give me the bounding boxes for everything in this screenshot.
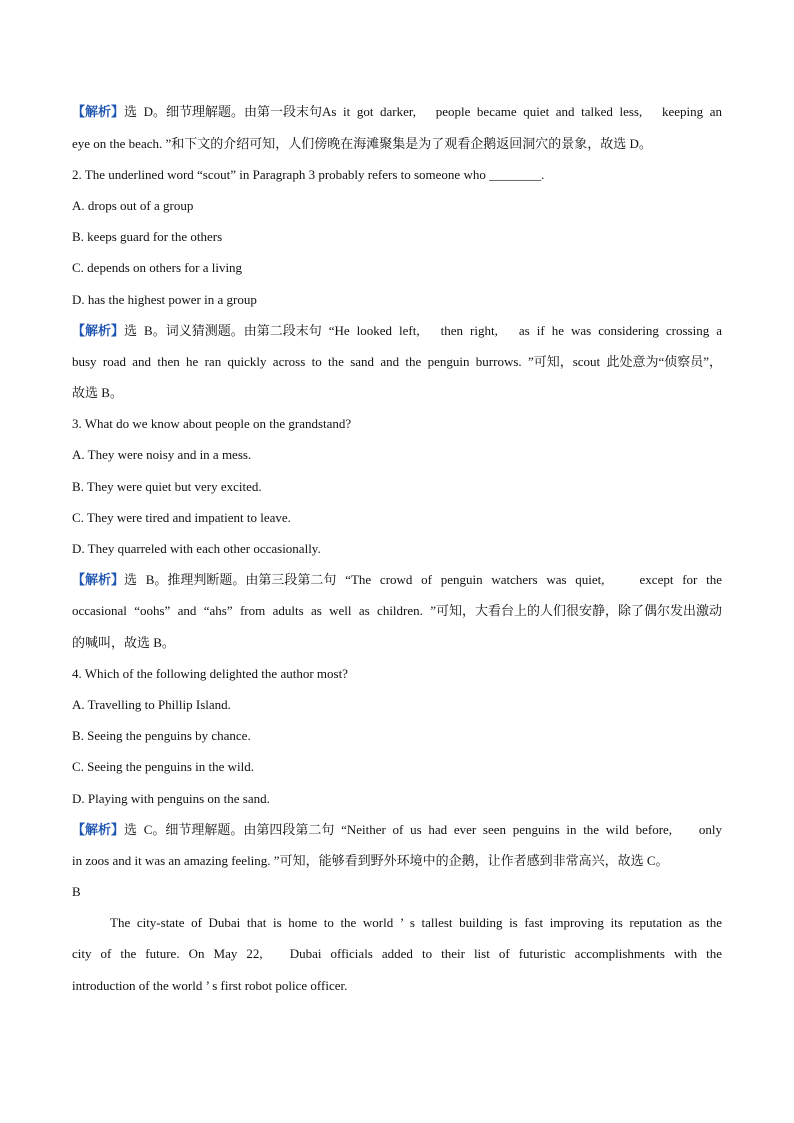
- analysis-line: [72, 814, 722, 845]
- analysis-label: 【解析】: [72, 322, 125, 338]
- paragraph-line: [72, 907, 722, 938]
- analysis-text: 选 C。细节理解题。由第四段第二句 “Neither of us had ever seen penguins in the wild before, only: [124, 821, 722, 837]
- option-text: C. Seeing the penguins in the wild.: [72, 759, 254, 775]
- option-d: [72, 783, 722, 814]
- question-1-analysis: [72, 96, 722, 158]
- option-text: D. They quarreled with each other occasionally.: [72, 541, 321, 557]
- analysis-text: occasional “oohs” and “ahs” from adults as well as children. ”可知，大看台上的人们很安静，除了偶尔发出激动: [72, 603, 722, 619]
- option-b: [72, 221, 722, 252]
- paragraph-line: [72, 970, 722, 1001]
- section-b: [72, 876, 722, 1001]
- page-content: [72, 96, 722, 1000]
- analysis-text: 选 B。词义猜测题。由第二段末句 “He looked left, then right, as if he was considering crossing a: [124, 322, 722, 338]
- question-stem: [72, 658, 722, 689]
- option-c: [72, 252, 722, 283]
- option-text: A. Travelling to Phillip Island.: [72, 696, 231, 712]
- analysis-text: busy road and then he ran quickly across to the sand and the penguin burrows. ”可知，scout 此处意为“侦察员”，: [72, 353, 722, 369]
- analysis-label: 【解析】: [72, 104, 125, 120]
- analysis-text: eye on the beach. ”和下文的介绍可知，人们傍晚在海滩聚集是为了观看企鹅返回洞穴的景象，故选 D。: [72, 135, 652, 151]
- analysis-text: 的喊叫，故选 B。: [72, 634, 175, 650]
- option-text: B. keeps guard for the others: [72, 229, 223, 245]
- option-d: [72, 533, 722, 564]
- question-3: [72, 408, 722, 658]
- section-heading: [72, 876, 722, 907]
- option-text: C. They were tired and impatient to leave.: [72, 509, 291, 525]
- analysis-text: 故选 B。: [72, 385, 123, 401]
- option-a: [72, 689, 722, 720]
- option-text: C. depends on others for a living: [72, 260, 243, 276]
- question-2: [72, 159, 722, 409]
- paragraph-text: introduction of the world ’ s first robot police officer.: [72, 977, 348, 993]
- option-text: A. They were noisy and in a mess.: [72, 447, 252, 463]
- option-text: D. has the highest power in a group: [72, 291, 257, 307]
- option-text: B. They were quiet but very excited.: [72, 478, 262, 494]
- question-stem-text: 3. What do we know about people on the grandstand?: [72, 416, 352, 432]
- analysis-line: [72, 595, 722, 626]
- option-text: A. drops out of a group: [72, 197, 194, 213]
- option-c: [72, 751, 722, 782]
- analysis-label: 【解析】: [72, 821, 125, 837]
- analysis-line: [72, 96, 722, 127]
- question-stem-text: 4. Which of the following delighted the author most?: [72, 665, 348, 681]
- analysis-text: 选 B。推理判断题。由第三段第二句 “The crowd of penguin watchers was quiet, except for the: [124, 572, 722, 588]
- question-stem: [72, 408, 722, 439]
- analysis-text: in zoos and it was an amazing feeling. ”可知，能够看到野外环境中的企鹅，让作者感到非常高兴，故选 C。: [72, 852, 669, 868]
- option-text: D. Playing with penguins on the sand.: [72, 790, 270, 806]
- section-heading-text: B: [72, 884, 81, 900]
- paragraph-line: [72, 938, 722, 969]
- option-b: [72, 471, 722, 502]
- analysis-line: [72, 128, 722, 159]
- paragraph-text: The city-state of Dubai that is home to the world ’ s tallest building is fast improving its reputation as the: [110, 915, 722, 931]
- analysis-line: [72, 627, 722, 658]
- option-c: [72, 502, 722, 533]
- analysis-text: 选 D。细节理解题。由第一段末句As it got darker, people became quiet and talked less, keeping an: [124, 104, 722, 120]
- option-a: [72, 190, 722, 221]
- option-d: [72, 284, 722, 315]
- option-b: [72, 720, 722, 751]
- analysis-line: [72, 564, 722, 595]
- question-4: [72, 658, 722, 876]
- analysis-line: [72, 346, 722, 377]
- question-stem: [72, 159, 722, 190]
- option-text: B. Seeing the penguins by chance.: [72, 728, 251, 744]
- paragraph-text: city of the future. On May 22, Dubai officials added to their list of futuristic accomplishments with the: [72, 946, 722, 962]
- analysis-line: [72, 377, 722, 408]
- option-a: [72, 439, 722, 470]
- question-stem-text: 2. The underlined word “scout” in Paragraph 3 probably refers to someone who ________.: [72, 166, 545, 182]
- analysis-line: [72, 315, 722, 346]
- analysis-line: [72, 845, 722, 876]
- analysis-label: 【解析】: [72, 572, 125, 588]
